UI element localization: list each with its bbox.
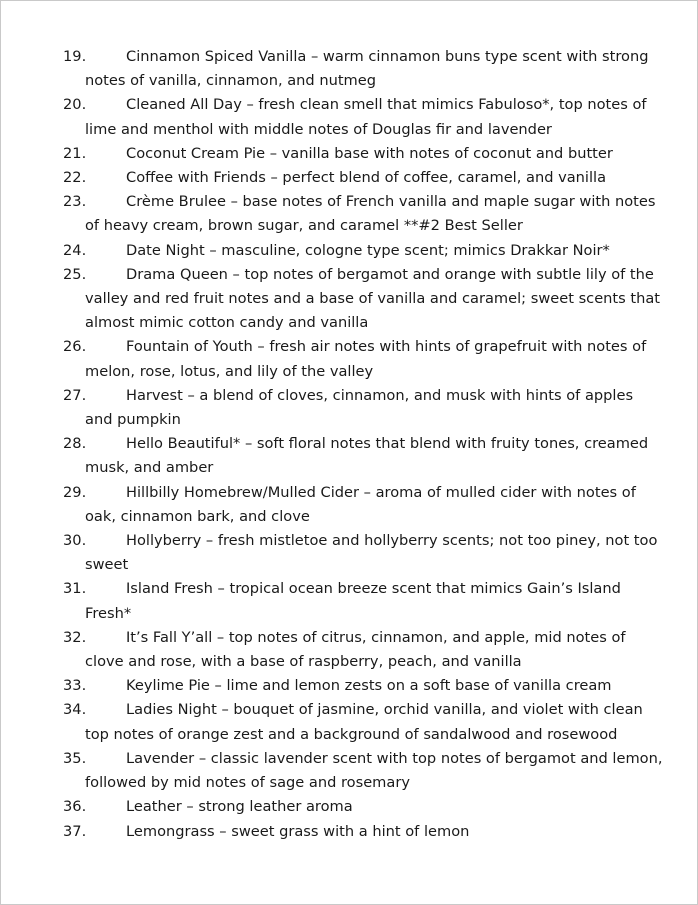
scent-list (63, 45, 663, 844)
list-item (63, 820, 663, 844)
list-item (63, 481, 663, 529)
item-text: Keylime Pie – lime and lemon zests on a soft base of vanilla cream (126, 677, 612, 695)
item-text: Crème Brulee – base notes of French vanilla and maple sugar with notes of heavy cream, brown sugar, and caramel **#2 Best Seller (85, 193, 656, 235)
item-number: 20. (63, 96, 87, 114)
list-item (63, 239, 663, 263)
item-text: Fountain of Youth – fresh air notes with hints of grapefruit with notes of melon, rose, lotus, and lily of the valley (85, 338, 647, 380)
item-number: 34. (63, 701, 87, 719)
list-item (63, 384, 663, 432)
list-item (63, 795, 663, 819)
item-text: Cleaned All Day – fresh clean smell that mimics Fabuloso*, top notes of lime and menthol with middle notes of Douglas fir and lavender (85, 96, 647, 138)
item-text: Lavender – classic lavender scent with top notes of bergamot and lemon, followed by mid notes of sage and rosemary (85, 749, 663, 792)
item-text: Leather – strong leather aroma (126, 798, 353, 816)
item-number: 25. (63, 265, 87, 283)
list-item (63, 142, 663, 166)
list-item (63, 529, 663, 577)
item-number: 24. (63, 241, 87, 259)
list-item (63, 93, 663, 141)
item-number: 21. (63, 144, 87, 162)
item-text: Date Night – masculine, cologne type scent; mimics Drakkar Noir* (126, 241, 610, 259)
item-number: 31. (63, 580, 87, 598)
item-text: Harvest – a blend of cloves, cinnamon, and musk with hints of apples and pumpkin (85, 386, 634, 429)
item-number: 26. (63, 338, 87, 356)
item-number: 32. (63, 628, 87, 646)
list-item (63, 190, 663, 238)
item-text: Ladies Night – bouquet of jasmine, orchid vanilla, and violet with clean top notes of orange zest and a background of sandalwood and rosewood (85, 701, 643, 743)
item-text: Hillbilly Homebrew/Mulled Cider – aroma of mulled cider with notes of oak, cinnamon bark, and clove (85, 483, 636, 525)
list-item (63, 166, 663, 190)
list-item (63, 626, 663, 674)
item-number: 33. (63, 677, 87, 695)
item-text: Cinnamon Spiced Vanilla – warm cinnamon buns type scent with strong notes of vanilla, cinnamon, and nutmeg (85, 48, 649, 90)
item-number: 22. (63, 169, 87, 187)
item-text: Island Fresh – tropical ocean breeze scent that mimics Gain’s Island Fresh* (85, 580, 621, 622)
list-item (63, 747, 663, 795)
list-item (63, 45, 663, 93)
list-item (63, 577, 663, 625)
item-number: 28. (63, 435, 87, 453)
item-text: Coffee with Friends – perfect blend of coffee, caramel, and vanilla (126, 169, 607, 187)
item-text: Drama Queen – top notes of bergamot and orange with subtle lily of the valley and red fruit notes and a base of vanilla and caramel; sweet scents that almost mimic cotton candy and vanilla (85, 265, 661, 332)
list-item (63, 698, 663, 746)
item-number: 23. (63, 193, 87, 211)
list-item (63, 263, 663, 336)
item-number: 36. (63, 798, 87, 816)
item-text: Lemongrass – sweet grass with a hint of lemon (126, 822, 470, 840)
list-item (63, 432, 663, 480)
item-text: Coconut Cream Pie – vanilla base with notes of coconut and butter (126, 144, 613, 162)
item-number: 35. (63, 749, 87, 767)
item-number: 19. (63, 48, 87, 65)
item-text: It’s Fall Y’all – top notes of citrus, cinnamon, and apple, mid notes of clove and rose, with a base of raspberry, peach, and vanilla (85, 628, 626, 671)
item-number: 29. (63, 483, 87, 501)
list-item (63, 335, 663, 383)
item-number: 37. (63, 822, 87, 840)
item-number: 30. (63, 532, 87, 550)
item-text: Hello Beautiful* – soft floral notes that blend with fruity tones, creamed musk, and amber (85, 435, 649, 477)
item-number: 27. (63, 386, 87, 404)
list-item (63, 674, 663, 698)
item-text: Hollyberry – fresh mistletoe and hollyberry scents; not too piney, not too sweet (85, 532, 658, 574)
